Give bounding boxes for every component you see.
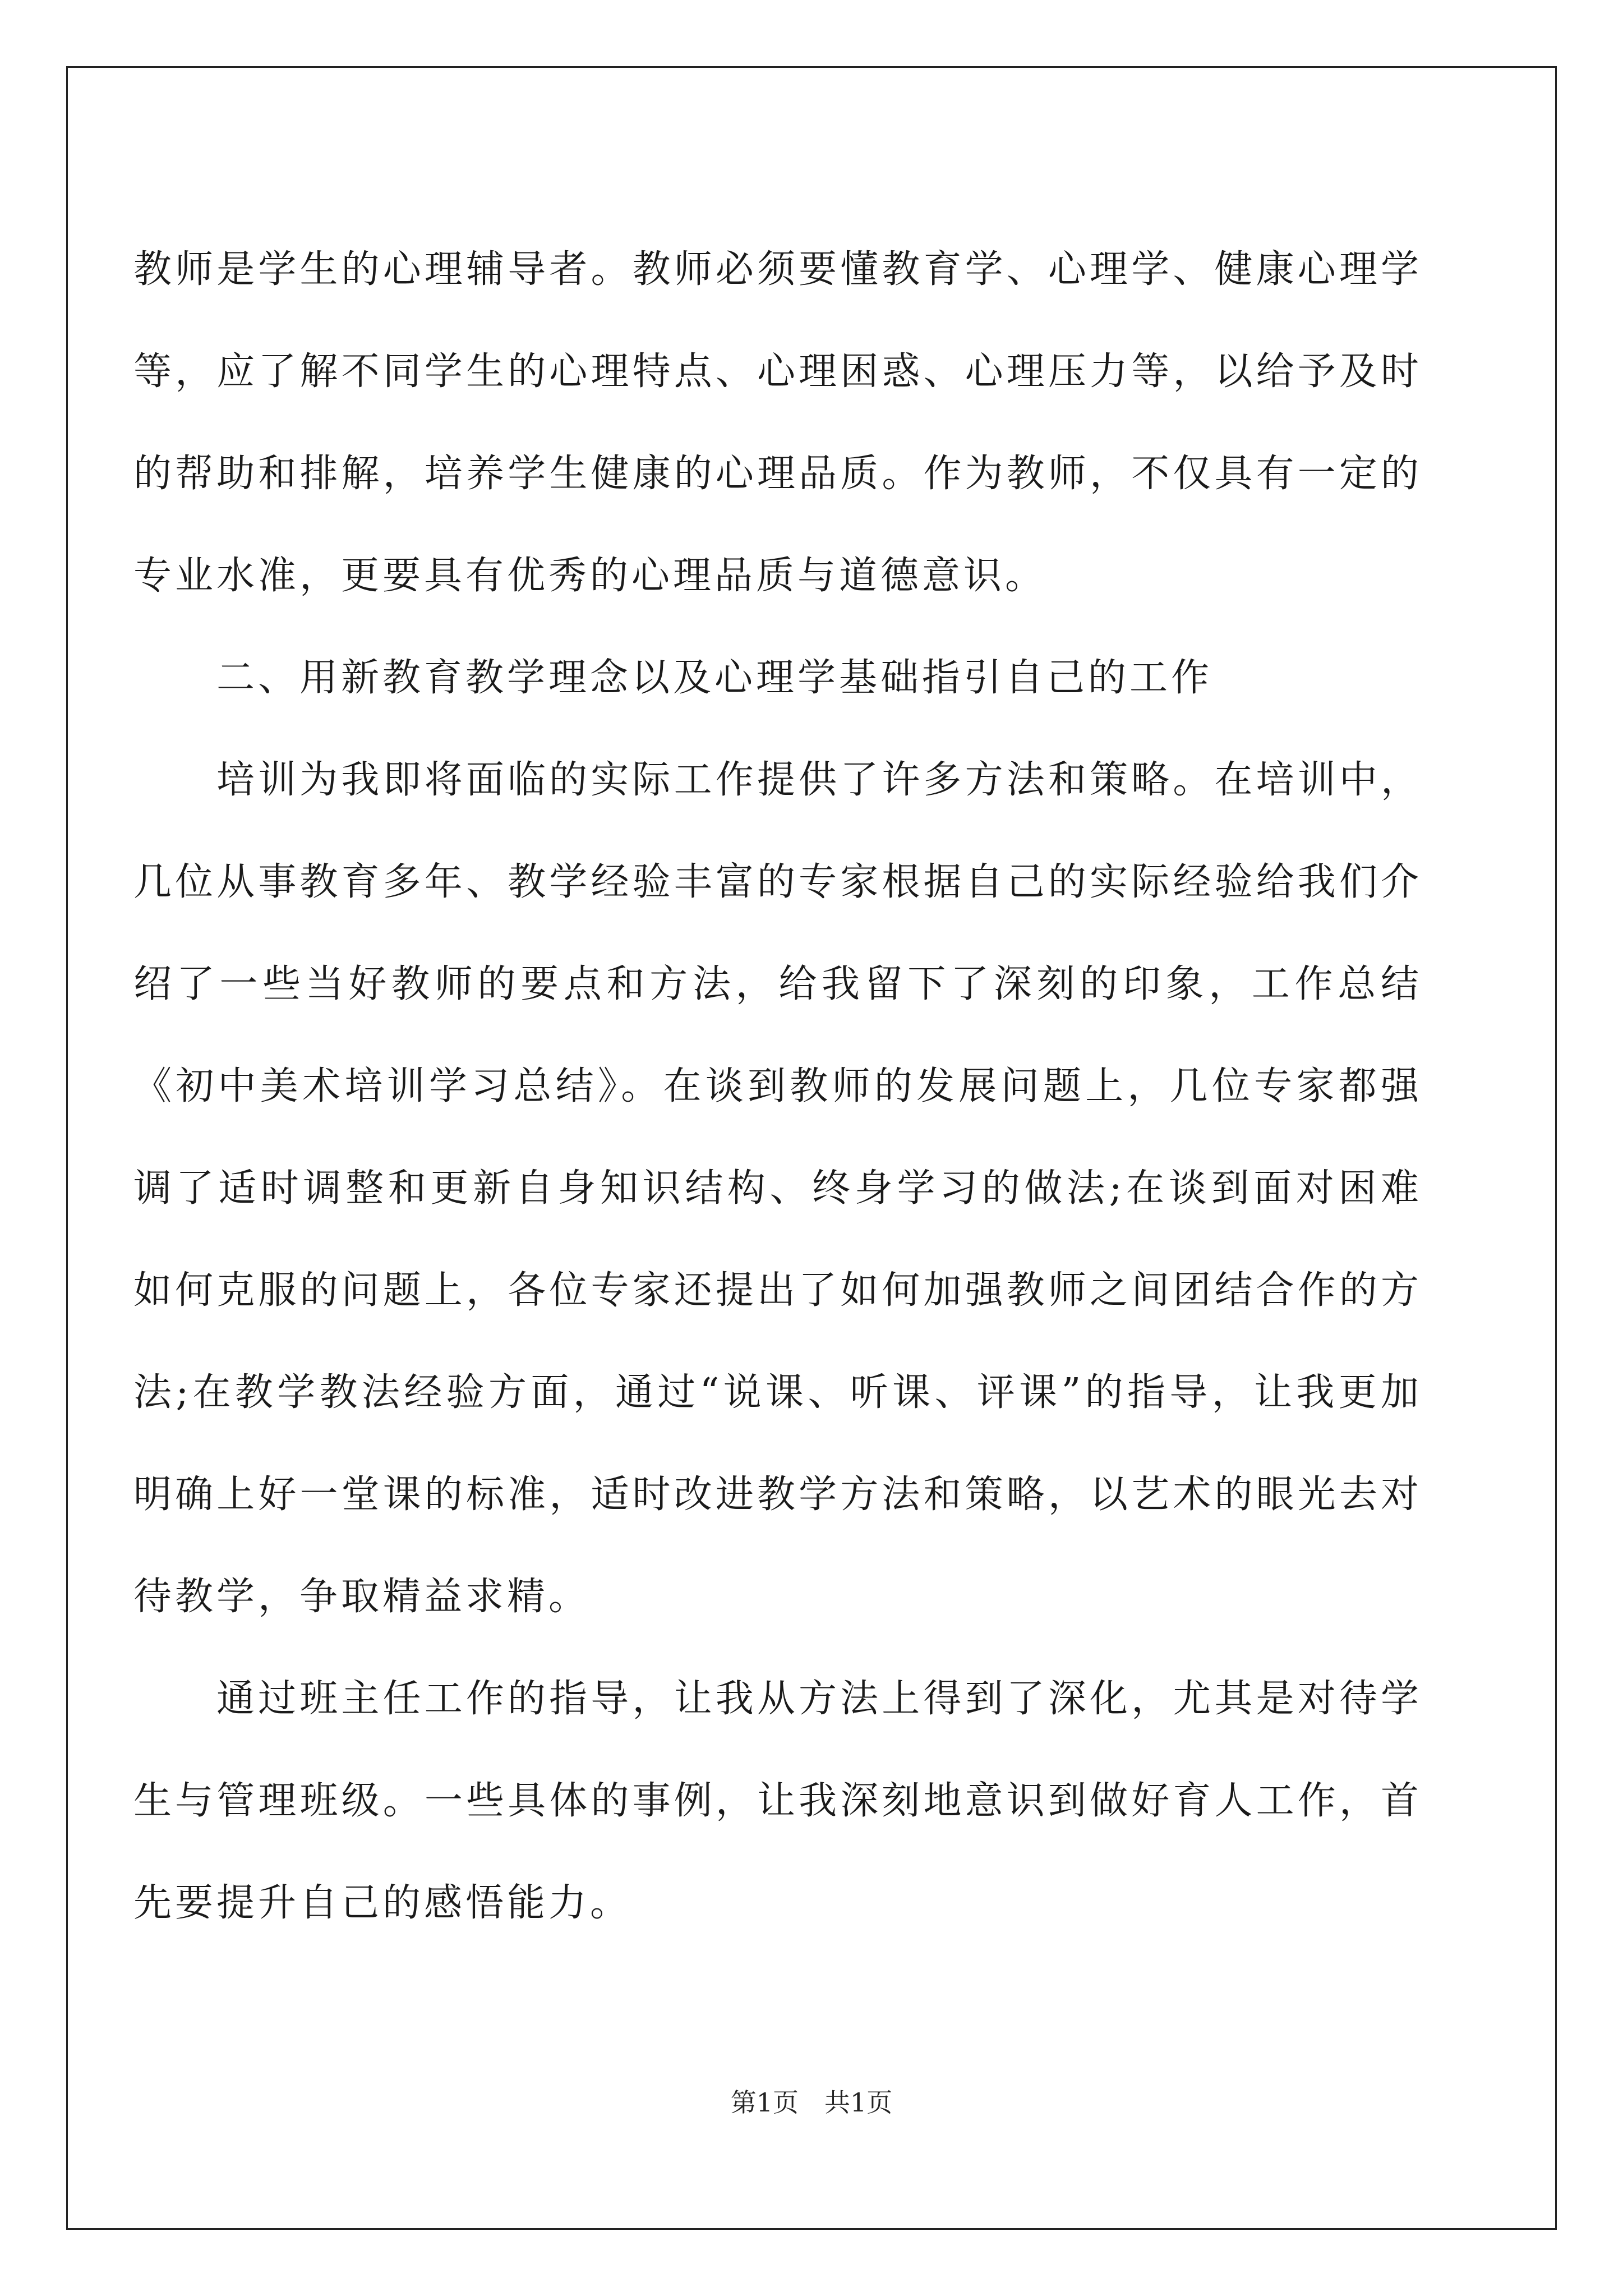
page-footer: 第1页 共1页 [730, 2087, 893, 2118]
paragraph-training-methods: 培训为我即将面临的实际工作提供了许多方法和策略。在培训中，几位从事教育多年、教学经验丰富的专家根据自己的实际经验给我们介绍了一些当好教师的要点和方法，给我留下了深刻的印象，工作总结《初中美术培训学习总结》。在谈到教师的发展问题上，几位专家都强调了适时调整和更新自身知识结构、终身学习的做法;在谈到面对困难如何克服的问题上，各位专家还提出了如何加强教师之间团结合作的方法;在教学教法经验方面，通过“说课、听课、评课”的指导，让我更加明确上好一堂课的标准，适时改进教学方法和策略，以艺术的眼光去对待教学，争取精益求精。 [133, 758, 1422, 1619]
section-heading-2: 二、用新教育教学理念以及心理学基础指引自己的工作 [216, 656, 1213, 700]
paragraph-class-teacher-guidance: 通过班主任工作的指导，让我从方法上得到了深化，尤其是对待学生与管理班级。一些具体的事例，让我深刻地意识到做好育人工作，首先要提升自己的感悟能力。 [133, 1677, 1422, 1925]
document-body [133, 219, 1422, 1954]
paragraph-psychological-counselor: 教师是学生的心理辅导者。教师必须要懂教育学、心理学、健康心理学等，应了解不同学生的心理特点、心理困惑、心理压力等，以给予及时的帮助和排解，培养学生健康的心理品质。作为教师，不仅具有一定的专业水准，更要具有优秀的心理品质与道德意识。 [133, 247, 1422, 598]
